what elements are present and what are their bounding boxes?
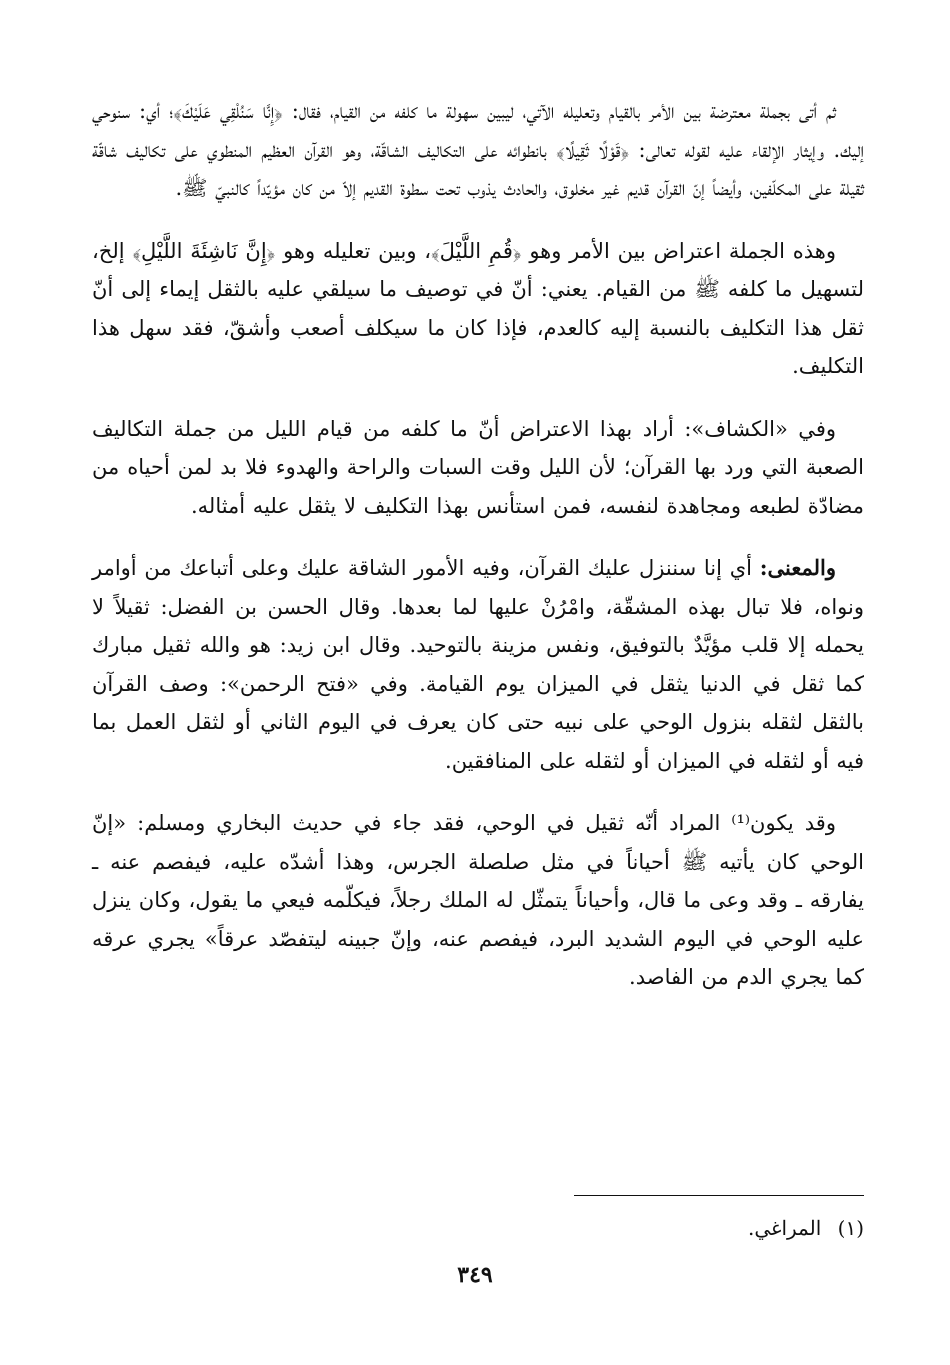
main-text-body [92, 92, 864, 1021]
paragraph-1 [92, 92, 864, 208]
footnote-text: المراغي. [747, 1216, 822, 1240]
paragraph-5-text: وقد يكون⁽¹⁾ المراد أنّه ثقيل في الوحي، فقد جاء في حديث البخاري ومسلم: «إنّ الوحي كان يأتيه ﷺ أحياناً في مثل صلصلة الجرس، وهذا أشدّه عليه، فيفصم عنه ـ يفارقه ـ وقد وعى ما قال، وأحياناً يتمثّل له الملك رجلاً، فيكلّمه فيعي ما يقول، وكان ينزل عليه الوحي في اليوم الشديد البرد، فيفصم عنه، وإنّ جبينه ليتفصّد عرقاً» يجري عرقه كما يجري الدم من الفاصد. [92, 811, 864, 989]
page-number: ٣٤٩ [457, 1262, 493, 1288]
paragraph-4-text: أي إنا سننزل عليك القرآن، وفيه الأمور الشاقة عليك وعلى أتباعك من أوامر ونواه، فلا تبال بهذه المشقّة، وامْرُنْ عليها لما بعدها. وقال الحسن بن الفضل: ثقيلاً لا يحمله إلا قلب مؤيَّدٌ بالتوفيق، ونفس مزينة بالتوحيد. وقال ابن زيد: هو والله ثقيل مبارك كما ثقل في الدنيا يثقل في الميزان يوم القيامة. وفي «فتح الرحمن»: وصف القرآن بالثقل لثقله بنزول الوحي على نبيه حتى كان يعرف في اليوم الثاني أو لثقل العمل بما فيه أو لثقله في الميزان أو لثقله على المنافقين. [92, 556, 864, 773]
footnote [92, 1213, 864, 1243]
paragraph-2-text: وهذه الجملة اعتراض بين الأمر وهو ﴿قُمِ اللَّيْلَ﴾، وبين تعليله وهو ﴿إِنَّ نَاشِئَةَ اللَّيْلِ﴾ إلخ، لتسهيل ما كلفه ﷺ من القيام. يعني: أنّ في توصيف ما سيلقي عليه بالثقل إيماء إلى أنّ ثقل هذا التكليف بالنسبة إليه كالعدم، فإذا كان ما سيكلف أصعب وأشقّ، فقد سهل هذا التكليف. [92, 238, 864, 378]
paragraph-3-text: وفي «الكشاف»: أراد بهذا الاعتراض أنّ ما كلفه من قيام الليل من جملة التكاليف الصعبة التي ورد بها القرآن؛ لأن الليل وقت السبات والراحة والهدوء فلا بد لمن أحياه من مضادّة لطبعه ومجاهدة لنفسه، فمن استأنس بهذا التكليف لا يثقل عليه أمثاله. [92, 416, 864, 518]
paragraph-4-lead: والمعنى: [759, 555, 836, 580]
paragraph-2 [92, 232, 864, 386]
footnote-separator [574, 1195, 864, 1196]
paragraph-1-text: ثم أتى بجملة معترضة بين الأمر بالقيام وتعليله الآتي، ليبين سهولة ما كلفه من القيام، فقال: ﴿إِنَّا سَنُلْقِي عَلَيْكَ﴾؛ أي: سنوحي إليك. وإيثار الإلقاء عليه لقوله تعالى: ﴿قَوْلًا ثَقِيلًا﴾ بانطوائه على التكاليف الشاقّة، وهو القرآن العظيم المنطوي على تكاليف شاقّة ثقيلة على المكلّفين، وأيضاً إنّ القرآن قديم غير مخلوق، والحادث يذوب تحت سطوة القديم إلاّ من كان مؤيّداً كالنبيّ ﷺ. [92, 99, 864, 200]
footnote-marker: (١) [837, 1216, 864, 1240]
paragraph-3 [92, 410, 864, 526]
paragraph-5 [92, 804, 864, 997]
paragraph-4 [92, 549, 864, 780]
